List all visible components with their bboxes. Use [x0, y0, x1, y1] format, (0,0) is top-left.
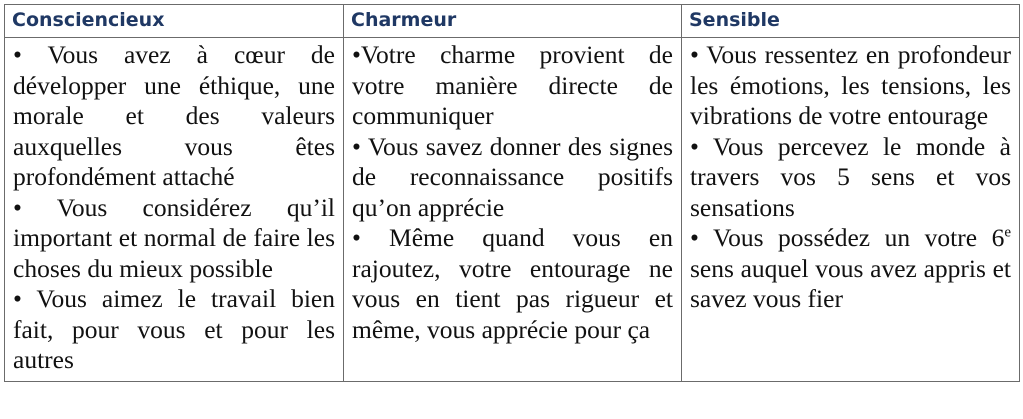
bullet-item: • Vous aimez le travail bien fait, pour vous et pour les autres	[13, 284, 335, 374]
bullet-item: • Vous percevez le monde à travers vos 5 sens et vos sensations	[690, 131, 1011, 222]
header-sensible: Sensible	[682, 5, 1020, 38]
bullet-item: • Vous avez à cœur de développer une éthique, une morale et des valeurs auxquelles vous êtes profondément attaché	[13, 40, 335, 191]
bullet-text-before: • Vous possédez un votre 6	[690, 223, 1005, 252]
cell-charmeur	[344, 38, 682, 382]
bullet-item	[690, 223, 1011, 315]
header-row	[5, 5, 1020, 38]
bullet-item: • Vous savez donner des signes de reconnaissance positifs qu’on apprécie	[352, 131, 673, 222]
traits-table	[4, 4, 1020, 382]
cell-consciencieux	[5, 38, 344, 382]
header-charmeur: Charmeur	[344, 5, 682, 38]
ordinal-superscript: e	[1004, 224, 1011, 241]
content-row	[5, 38, 1020, 382]
bullet-item: • Vous ressentez en profondeur les émotions, les tensions, les vibrations de votre entourage	[690, 40, 1011, 130]
bullet-item: •Votre charme provient de votre manière directe de communiquer	[352, 40, 673, 130]
bullet-item: • Même quand vous en rajoutez, votre entourage ne vous en tient pas rigueur et même, vous apprécie pour ça	[352, 223, 673, 344]
bullet-item: • Vous considérez qu’il important et normal de faire les choses du mieux possible	[13, 192, 335, 283]
header-consciencieux: Consciencieux	[5, 5, 344, 38]
bullet-text-after: sens auquel vous avez appris et savez vous fier	[690, 253, 1011, 313]
cell-sensible	[682, 38, 1020, 382]
